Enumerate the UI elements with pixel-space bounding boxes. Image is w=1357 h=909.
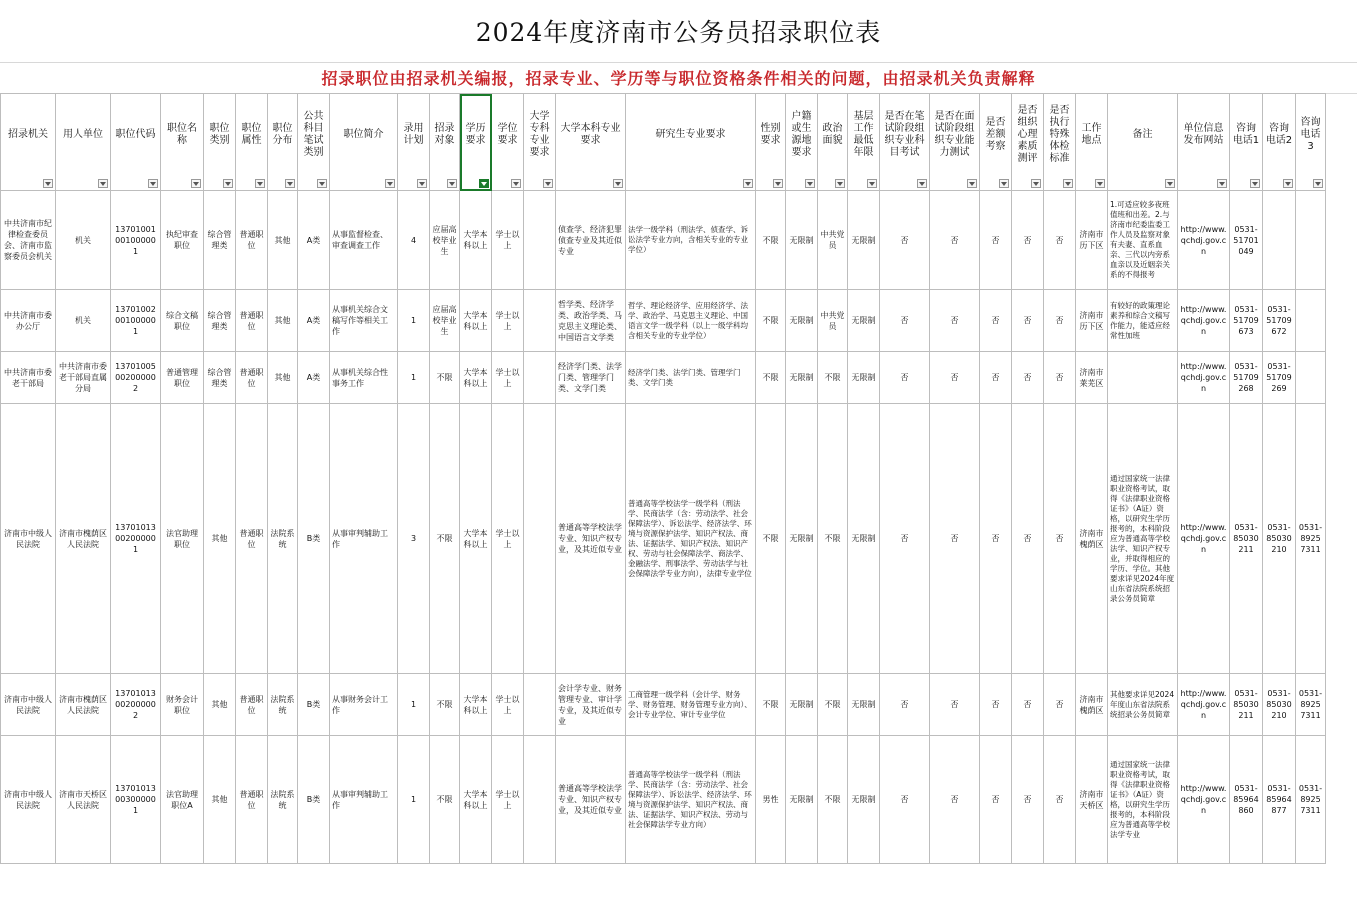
column-header[interactable]: 职位属性 [236,94,268,191]
table-cell[interactable]: 否 [880,736,930,864]
table-cell[interactable]: 普通高等学校法学专业、知识产权专业，及其近似专业 [556,736,626,864]
table-cell[interactable]: 否 [1044,191,1076,290]
table-cell[interactable] [1296,191,1326,290]
table-cell[interactable] [524,404,556,674]
column-header[interactable]: 咨询电话2 [1263,94,1296,191]
table-cell[interactable]: 否 [930,674,980,736]
column-header[interactable]: 是否差额考察 [980,94,1012,191]
table-row [1,290,1326,352]
table-cell[interactable]: 普通职位 [236,404,268,674]
table-cell[interactable] [524,352,556,404]
table-cell[interactable]: 否 [930,736,980,864]
column-header[interactable]: 用人单位 [56,94,111,191]
table-cell[interactable]: 学士以上 [492,352,524,404]
table-cell[interactable]: 无限制 [786,352,818,404]
table-cell[interactable]: 济南市天桥区 [1076,736,1108,864]
table-cell[interactable]: 普通职位 [236,290,268,352]
notice-text: 招录职位由招录机关编报，招录专业、学历等与职位资格条件相关的问题，由招录机关负责解释 [321,69,1036,88]
filter-dropdown-icon[interactable] [967,179,977,188]
table-cell[interactable]: 13701013002000002 [111,674,161,736]
table-cell[interactable]: 普通高等学校法学一级学科（刑法学、民商法学（含：劳动法学、社会保障法学）、诉讼法学、经济法学、环境与资源保护法学、知识产权法、商法、证据法学、知识产权法、知识产权、劳动与社会保障法学、商法学、金融法学、刑事法学、劳动法学与社会保障法学专业方向），法律专业学位 [626,404,756,674]
table-cell[interactable]: 济南市天桥区人民法院 [56,736,111,864]
filter-dropdown-icon[interactable] [613,179,623,188]
table-cell[interactable] [1108,352,1178,404]
table-row [1,191,1326,290]
table-cell[interactable]: 无限制 [786,290,818,352]
notice-row [0,62,1357,94]
column-header[interactable]: 职位类别 [204,94,236,191]
table-cell[interactable]: 普通职位 [236,352,268,404]
table-cell[interactable]: 无限制 [786,191,818,290]
table-cell[interactable]: 否 [880,191,930,290]
table-cell[interactable]: 其他 [204,736,236,864]
table-cell[interactable]: 其他要求详见2024年度山东省法院系统招录公务员简章 [1108,674,1178,736]
column-header[interactable]: 学历要求 [460,94,492,191]
filter-dropdown-icon[interactable] [417,179,427,188]
column-header[interactable]: 是否组织心理素质测评 [1012,94,1044,191]
table-cell[interactable]: 否 [1012,290,1044,352]
filter-dropdown-icon[interactable] [385,179,395,188]
table-cell[interactable]: 其他 [268,191,298,290]
table-cell[interactable]: 0531-51701049 [1230,191,1263,290]
table-cell[interactable]: 否 [930,352,980,404]
table-cell[interactable]: 学士以上 [492,191,524,290]
table-cell[interactable]: 男性 [756,736,786,864]
table-cell[interactable]: 1 [398,674,430,736]
column-header[interactable]: 备注 [1108,94,1178,191]
table-cell[interactable]: 其他 [204,674,236,736]
table-cell[interactable]: 不限 [756,191,786,290]
table-cell[interactable]: 学士以上 [492,404,524,674]
table-cell[interactable]: 大学本科以上 [460,191,492,290]
table-cell[interactable]: 通过国家统一法律职业资格考试，取得《法律职业资格证书》（A证）资格，以研究生学历报考的，本科阶段应为普通高等学校法学专业 [1108,736,1178,864]
filter-dropdown-icon[interactable] [148,179,158,188]
table-cell[interactable]: http://www.qchdj.gov.cn [1178,404,1230,674]
filter-dropdown-icon[interactable] [317,179,327,188]
table-cell[interactable]: 0531-89257311 [1296,736,1326,864]
table-cell[interactable]: http://www.qchdj.gov.cn [1178,674,1230,736]
table-cell[interactable]: 学士以上 [492,736,524,864]
column-header[interactable]: 工作地点 [1076,94,1108,191]
table-cell[interactable]: 否 [980,191,1012,290]
table-row [1,404,1326,674]
filter-dropdown-icon[interactable] [1063,179,1073,188]
table-cell[interactable]: 无限制 [786,736,818,864]
table-cell[interactable]: 中共济南市委办公厅 [1,290,56,352]
table-cell[interactable]: B类 [298,736,330,864]
table-cell[interactable]: 执纪审查职位 [161,191,204,290]
table-cell[interactable]: 否 [980,352,1012,404]
table-cell[interactable]: 济南市中级人民法院 [1,736,56,864]
column-header[interactable]: 户籍或生源地要求 [786,94,818,191]
filter-dropdown-icon[interactable] [223,179,233,188]
table-cell[interactable]: 济南市槐荫区人民法院 [56,404,111,674]
table-cell[interactable]: 无限制 [848,191,880,290]
table-cell[interactable]: 综合管理类 [204,352,236,404]
table-cell[interactable]: B类 [298,404,330,674]
table-cell[interactable]: 否 [1012,191,1044,290]
table-cell[interactable]: 济南市槐荫区 [1076,404,1108,674]
table-cell[interactable]: 从事机关综合文稿写作等相关工作 [330,290,398,352]
column-header[interactable]: 是否在面试阶段组织专业能力测试 [930,94,980,191]
table-cell[interactable]: 财务会计职位 [161,674,204,736]
table-cell[interactable]: 不限 [756,404,786,674]
table-cell[interactable]: 大学本科以上 [460,674,492,736]
table-cell[interactable] [1296,352,1326,404]
column-header[interactable]: 职位代码 [111,94,161,191]
table-cell[interactable]: 否 [1012,404,1044,674]
filter-dropdown-icon[interactable] [479,179,489,188]
table-cell[interactable]: 济南市历下区 [1076,290,1108,352]
table-cell[interactable]: 否 [980,736,1012,864]
column-header[interactable]: 大学专科专业要求 [524,94,556,191]
table-cell[interactable]: 否 [980,404,1012,674]
table-cell[interactable]: 不限 [430,674,460,736]
table-cell[interactable]: 济南市槐荫区人民法院 [56,674,111,736]
table-cell[interactable]: A类 [298,352,330,404]
filter-dropdown-icon[interactable] [773,179,783,188]
table-cell[interactable]: 否 [1044,290,1076,352]
table-cell[interactable]: 0531-51709269 [1263,352,1296,404]
table-cell[interactable]: 有较好的政策理论素养和综合文稿写作能力，能适应经常性加班 [1108,290,1178,352]
table-cell[interactable]: 应届高校毕业生 [430,191,460,290]
column-header[interactable]: 大学本科专业要求 [556,94,626,191]
table-cell[interactable]: 不限 [818,674,848,736]
table-cell[interactable]: 否 [1044,736,1076,864]
table-cell[interactable]: 不限 [756,352,786,404]
table-cell[interactable]: 否 [1044,352,1076,404]
table-cell[interactable]: 大学本科以上 [460,352,492,404]
table-cell[interactable]: 否 [930,290,980,352]
table-cell[interactable]: 不限 [818,736,848,864]
table-cell[interactable]: 13701013003000001 [111,736,161,864]
table-cell[interactable]: 济南市历下区 [1076,191,1108,290]
table-cell[interactable]: 其他 [204,404,236,674]
column-header[interactable]: 职位名称 [161,94,204,191]
table-cell[interactable]: 0531-51709672 [1263,290,1296,352]
table-cell[interactable]: 不限 [756,290,786,352]
table-cell[interactable]: 侦查学、经济犯罪侦查专业及其近似专业 [556,191,626,290]
table-cell[interactable]: 否 [1044,674,1076,736]
table-cell[interactable]: B类 [298,674,330,736]
table-cell[interactable]: 会计学专业、财务管理专业、审计学专业，及其近似专业 [556,674,626,736]
table-cell[interactable]: 0531-85030210 [1263,404,1296,674]
table-cell[interactable]: 普通高等学校法学专业、知识产权专业，及其近似专业 [556,404,626,674]
table-cell[interactable]: 机关 [56,290,111,352]
table-cell[interactable]: 否 [880,352,930,404]
column-header[interactable]: 职位简介 [330,94,398,191]
filter-dropdown-icon[interactable] [999,179,1009,188]
filter-dropdown-icon[interactable] [1165,179,1175,188]
table-cell[interactable] [524,736,556,864]
table-cell[interactable]: 否 [930,404,980,674]
table-cell[interactable]: A类 [298,191,330,290]
table-cell[interactable]: 否 [1012,352,1044,404]
table-cell[interactable]: 否 [980,674,1012,736]
filter-dropdown-icon[interactable] [285,179,295,188]
table-cell[interactable]: 法学一级学科（刑法学、侦查学、诉讼法学专业方向，含相关专业的专业学位） [626,191,756,290]
table-cell[interactable]: http://www.qchdj.gov.cn [1178,736,1230,864]
filter-dropdown-icon[interactable] [1283,179,1293,188]
filter-dropdown-icon[interactable] [917,179,927,188]
table-row [1,736,1326,864]
filter-dropdown-icon[interactable] [43,179,53,188]
table-cell[interactable]: http://www.qchdj.gov.cn [1178,191,1230,290]
column-header[interactable]: 是否在笔试阶段组织专业科目考试 [880,94,930,191]
table-cell[interactable]: 0531-85964877 [1263,736,1296,864]
table-cell[interactable]: 学士以上 [492,674,524,736]
table-cell[interactable]: 中共济南市纪律检查委员会、济南市监察委员会机关 [1,191,56,290]
table-cell[interactable]: 0531-51709268 [1230,352,1263,404]
column-header[interactable]: 研究生专业要求 [626,94,756,191]
table-cell[interactable]: 济南市中级人民法院 [1,404,56,674]
table-cell[interactable]: 否 [880,290,930,352]
filter-dropdown-icon[interactable] [543,179,553,188]
table-cell[interactable]: 0531-51709673 [1230,290,1263,352]
table-cell[interactable]: http://www.qchdj.gov.cn [1178,352,1230,404]
table-cell[interactable]: 无限制 [848,352,880,404]
table-cell[interactable]: 法院系统 [268,674,298,736]
column-header[interactable]: 单位信息发布网站 [1178,94,1230,191]
table-cell[interactable]: 否 [880,404,930,674]
table-cell[interactable]: 学士以上 [492,290,524,352]
table-cell[interactable]: 从事审判辅助工作 [330,736,398,864]
table-cell[interactable]: 13701002001000001 [111,290,161,352]
table-cell[interactable]: 否 [880,674,930,736]
table-cell[interactable]: 无限制 [786,674,818,736]
column-header[interactable]: 公共科目笔试类别 [298,94,330,191]
table-cell[interactable]: 济南市莱芜区 [1076,352,1108,404]
title-row [0,0,1357,63]
table-cell[interactable]: 13701005002000002 [111,352,161,404]
table-cell[interactable]: 0531-85030211 [1230,674,1263,736]
table-cell[interactable]: 否 [930,191,980,290]
table-cell[interactable]: 中共济南市委老干部局直属分局 [56,352,111,404]
column-header[interactable]: 政治面貌 [818,94,848,191]
table-cell[interactable]: 不限 [818,404,848,674]
table-cell[interactable]: 1 [398,736,430,864]
table-cell[interactable]: 不限 [818,352,848,404]
table-cell[interactable]: 无限制 [848,290,880,352]
table-row [1,352,1326,404]
table-cell[interactable]: 无限制 [848,736,880,864]
column-header[interactable]: 职位分布 [268,94,298,191]
header-row [1,94,1326,191]
table-cell[interactable]: 1.可适应较多夜班值班和出差。2.与济南市纪委监委工作人员及监察对象有夫妻、直系血亲、三代以内旁系血亲以及近姻亲关系的不得报考 [1108,191,1178,290]
table-cell[interactable]: 无限制 [848,404,880,674]
sheet-title: 2024年度济南市公务员招录职位表 [475,18,882,47]
column-header[interactable]: 招录机关 [1,94,56,191]
table-cell[interactable]: 哲学、理论经济学、应用经济学、法学、政治学、马克思主义理论、中国语言文学一级学科（以上一级学科均含相关专业的专业学位） [626,290,756,352]
table-cell[interactable]: 不限 [430,352,460,404]
table-cell[interactable] [524,290,556,352]
table-cell[interactable]: 0531-85964860 [1230,736,1263,864]
table-cell[interactable]: 否 [1044,404,1076,674]
table-cell[interactable]: 大学本科以上 [460,736,492,864]
table-cell[interactable]: 3 [398,404,430,674]
table-cell[interactable]: 不限 [430,404,460,674]
column-header[interactable]: 是否执行特殊体检标准 [1044,94,1076,191]
column-header[interactable]: 学位要求 [492,94,524,191]
table-cell[interactable]: 法院系统 [268,404,298,674]
table-cell[interactable] [1296,290,1326,352]
filter-dropdown-icon[interactable] [805,179,815,188]
table-cell[interactable]: 否 [980,290,1012,352]
column-header[interactable]: 性别要求 [756,94,786,191]
table-cell[interactable]: 济南市中级人民法院 [1,674,56,736]
table-cell[interactable]: 中共党员 [818,290,848,352]
table-cell[interactable]: A类 [298,290,330,352]
table-cell[interactable]: 普通职位 [236,191,268,290]
table-cell[interactable] [524,191,556,290]
filter-dropdown-icon[interactable] [743,179,753,188]
table-cell[interactable]: 法院系统 [268,736,298,864]
table-cell[interactable]: 0531-85030211 [1230,404,1263,674]
column-header[interactable]: 录用计划 [398,94,430,191]
table-row [1,674,1326,736]
table-cell[interactable]: 经济学门类、法学门类、管理学门类、文学门类 [626,352,756,404]
table-cell[interactable]: 经济学门类、法学门类、管理学门类、文学门类 [556,352,626,404]
table-cell[interactable]: 其他 [268,290,298,352]
table-cell[interactable]: 哲学类、经济学类、政治学类、马克思主义理论类、中国语言文学类 [556,290,626,352]
table-cell[interactable]: 从事审判辅助工作 [330,404,398,674]
table-cell[interactable]: 综合管理类 [204,191,236,290]
filter-dropdown-icon[interactable] [511,179,521,188]
column-header[interactable]: 基层工作最低年限 [848,94,880,191]
filter-dropdown-icon[interactable] [867,179,877,188]
table-cell[interactable]: 普通职位 [236,736,268,864]
table-cell[interactable]: 综合文稿职位 [161,290,204,352]
filter-dropdown-icon[interactable] [1250,179,1260,188]
table-cell[interactable]: 0531-89257311 [1296,674,1326,736]
table-cell[interactable]: 法官助理职位 [161,404,204,674]
table-cell[interactable]: 工商管理一级学科（会计学、财务学、财务管理、财务管理专业方向）、会计专业学位、审计专业学位 [626,674,756,736]
table-cell[interactable]: 从事监督检查、审查调查工作 [330,191,398,290]
filter-dropdown-icon[interactable] [255,179,265,188]
table-cell[interactable]: 4 [398,191,430,290]
table-cell[interactable]: 1 [398,352,430,404]
table-cell[interactable]: 大学本科以上 [460,290,492,352]
table-cell[interactable]: 13701001001000001 [111,191,161,290]
table-cell[interactable]: 13701013002000001 [111,404,161,674]
table-cell[interactable]: 否 [1012,674,1044,736]
table-cell[interactable]: 1 [398,290,430,352]
table-cell[interactable]: 无限制 [848,674,880,736]
table-cell[interactable]: http://www.qchdj.gov.cn [1178,290,1230,352]
table-cell[interactable]: 其他 [268,352,298,404]
positions-table [0,93,1326,864]
table-cell[interactable]: 机关 [56,191,111,290]
filter-dropdown-icon[interactable] [835,179,845,188]
filter-dropdown-icon[interactable] [1313,179,1323,188]
table-cell[interactable]: 普通管理职位 [161,352,204,404]
filter-dropdown-icon[interactable] [191,179,201,188]
table-cell[interactable] [524,674,556,736]
table-cell[interactable]: 否 [1012,736,1044,864]
table-cell[interactable]: 大学本科以上 [460,404,492,674]
table-cell[interactable]: 应届高校毕业生 [430,290,460,352]
filter-dropdown-icon[interactable] [1217,179,1227,188]
table-cell[interactable]: 普通高等学校法学一级学科（刑法学、民商法学（含：劳动法学、社会保障法学）、诉讼法学、经济法学、环境与资源保护法学、知识产权法、商法、证据法学、知识产权法、劳动与社会保障法学专业方向） [626,736,756,864]
table-cell[interactable]: 0531-85030210 [1263,674,1296,736]
column-header[interactable]: 咨询电话3 [1296,94,1326,191]
table-cell[interactable]: 中共济南市委老干部局 [1,352,56,404]
table-cell[interactable]: 法官助理职位A [161,736,204,864]
filter-dropdown-icon[interactable] [447,179,457,188]
table-cell[interactable]: 济南市槐荫区 [1076,674,1108,736]
table-cell[interactable]: 中共党员 [818,191,848,290]
filter-dropdown-icon[interactable] [1095,179,1105,188]
table-cell[interactable]: 无限制 [786,404,818,674]
table-cell[interactable]: 不限 [756,674,786,736]
column-header[interactable]: 咨询电话1 [1230,94,1263,191]
column-header[interactable]: 招录对象 [430,94,460,191]
table-cell[interactable]: 从事财务会计工作 [330,674,398,736]
table-cell[interactable]: 从事机关综合性事务工作 [330,352,398,404]
filter-dropdown-icon[interactable] [1031,179,1041,188]
table-cell[interactable]: 不限 [430,736,460,864]
table-cell[interactable] [1263,191,1296,290]
table-cell[interactable]: 通过国家统一法律职业资格考试，取得《法律职业资格证书》（A证）资格，以研究生学历报考的，本科阶段应为普通高等学校法学、知识产权专业，并取得相应的学历、学位。其他要求详见2024年度山东省法院系统招录公务员简章 [1108,404,1178,674]
filter-dropdown-icon[interactable] [98,179,108,188]
table-cell[interactable]: 综合管理类 [204,290,236,352]
table-cell[interactable]: 0531-89257311 [1296,404,1326,674]
table-cell[interactable]: 普通职位 [236,674,268,736]
